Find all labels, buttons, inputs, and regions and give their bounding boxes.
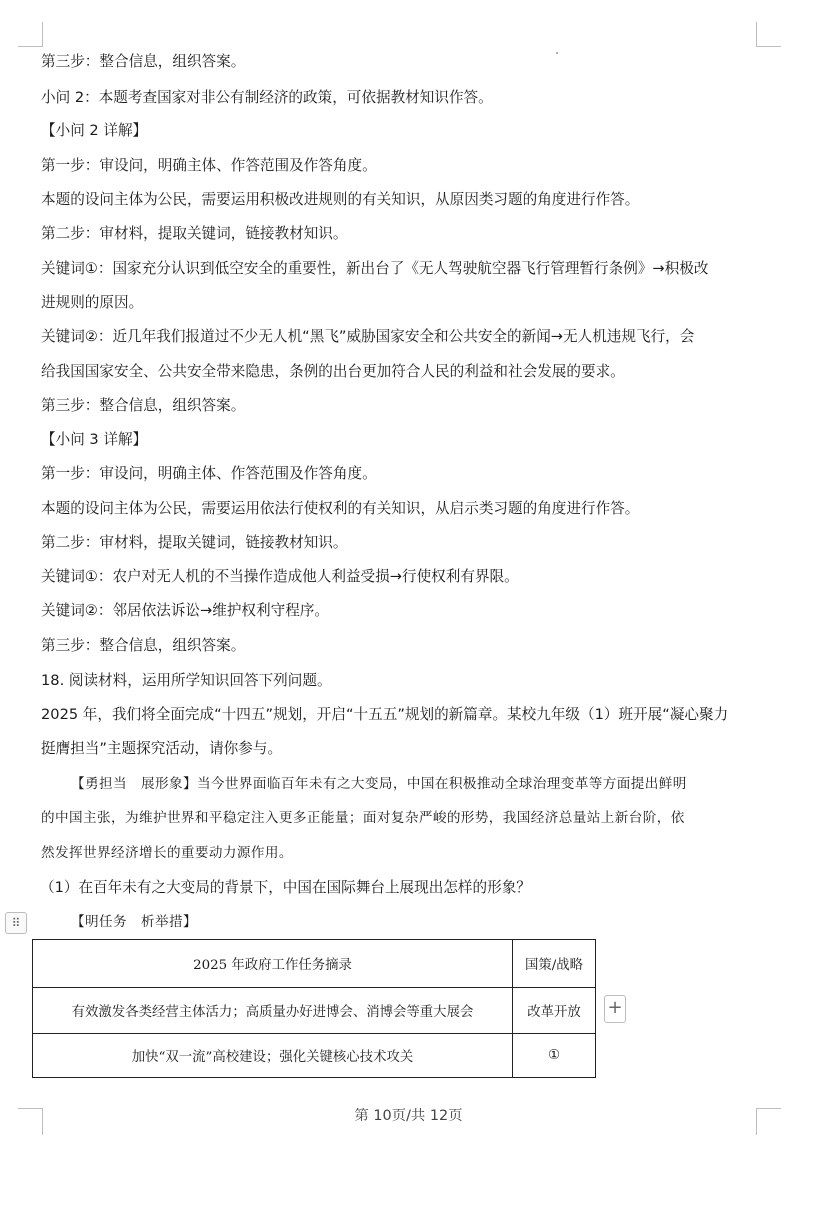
body-line: 关键词①：国家充分认识到低空安全的重要性，新出台了《无人驾驶航空器飞行管理暂行条例》→积极改 bbox=[41, 260, 709, 277]
table-header-cell[interactable]: 2025 年政府工作任务摘录 bbox=[33, 940, 513, 988]
table-cell[interactable]: ① bbox=[513, 1034, 596, 1078]
table-header-cell[interactable]: 国策/战略 bbox=[513, 940, 596, 988]
material-paragraph: 然发挥世界经济增长的重要动力源作用。 bbox=[41, 845, 293, 861]
body-line: 第三步：整合信息，组织答案。 bbox=[41, 53, 246, 70]
task-table bbox=[32, 939, 596, 1078]
page-corner-mark bbox=[18, 22, 43, 47]
body-line: 第一步：审设问，明确主体、作答范围及作答角度。 bbox=[41, 465, 377, 482]
body-line: 第一步：审设问，明确主体、作答范围及作答角度。 bbox=[41, 157, 377, 174]
body-line: 给我国国家安全、公共安全带来隐患，条例的出台更加符合人民的利益和社会发展的要求。 bbox=[41, 363, 625, 380]
body-line: 关键词①：农户对无人机的不当操作造成他人利益受损→行使权利有界限。 bbox=[41, 568, 519, 585]
body-line: 挺膺担当”主题探究活动，请你参与。 bbox=[41, 740, 283, 757]
table-cell[interactable]: 有效激发各类经营主体活力；高质量办好进博会、消博会等重大展会 bbox=[33, 988, 513, 1034]
table-cell[interactable]: 加快“双一流”高校建设；强化关键核心技术攻关 bbox=[33, 1034, 513, 1078]
table-header-row bbox=[33, 940, 596, 988]
table-row bbox=[33, 1034, 596, 1078]
body-line: 进规则的原因。 bbox=[41, 294, 144, 311]
body-line: 第三步：整合信息，组织答案。 bbox=[41, 637, 246, 654]
body-line: 小问 2：本题考查国家对非公有制经济的政策，可依据教材知识作答。 bbox=[41, 89, 493, 106]
question-number: 18. 阅读材料，运用所学知识回答下列问题。 bbox=[41, 672, 332, 689]
body-line: 本题的设问主体为公民，需要运用依法行使权利的有关知识，从启示类习题的角度进行作答。 bbox=[41, 500, 640, 517]
body-line: 第三步：整合信息，组织答案。 bbox=[41, 397, 246, 414]
table-cell[interactable]: 改革开放 bbox=[513, 988, 596, 1034]
material-heading: 【明任务 析举措】 bbox=[71, 914, 197, 930]
material-paragraph: 的中国主张，为维护世界和平稳定注入更多正能量；面对复杂严峻的形势，我国经济总量站上新台阶，依 bbox=[41, 810, 685, 826]
body-line: 本题的设问主体为公民，需要运用积极改进规则的有关知识，从原因类习题的角度进行作答。 bbox=[41, 191, 640, 208]
body-line: 第二步：审材料，提取关键词，链接教材知识。 bbox=[41, 534, 348, 551]
body-line: 第二步：审材料，提取关键词，链接教材知识。 bbox=[41, 225, 348, 242]
body-line: 关键词②：邻居依法诉讼→维护权利守程序。 bbox=[41, 602, 330, 619]
add-column-button[interactable]: + bbox=[604, 995, 626, 1023]
stray-dot bbox=[556, 52, 558, 54]
body-line: 2025 年，我们将全面完成“十四五”规划，开启“十五五”规划的新篇章。某校九年级（1）班开展“凝心聚力 bbox=[41, 706, 729, 723]
material-paragraph: 【勇担当 展形象】当今世界面临百年未有之大变局，中国在积极推动全球治理变革等方面提出鲜明 bbox=[71, 776, 687, 792]
body-line: 关键词②：近几年我们报道过不少无人机“黑飞”威胁国家安全和公共安全的新闻→无人机违规飞行，会 bbox=[41, 328, 695, 345]
section-heading: 【小问 3 详解】 bbox=[41, 431, 148, 448]
table-drag-handle-icon[interactable]: ⠿ bbox=[5, 912, 27, 934]
section-heading: 【小问 2 详解】 bbox=[41, 122, 148, 139]
page-number: 第 10页/共 12页 bbox=[354, 1108, 463, 1124]
page-corner-mark bbox=[756, 22, 781, 47]
table-row bbox=[33, 988, 596, 1034]
question-prompt: （1）在百年未有之大变局的背景下，中国在国际舞台上展现出怎样的形象？ bbox=[40, 879, 531, 896]
